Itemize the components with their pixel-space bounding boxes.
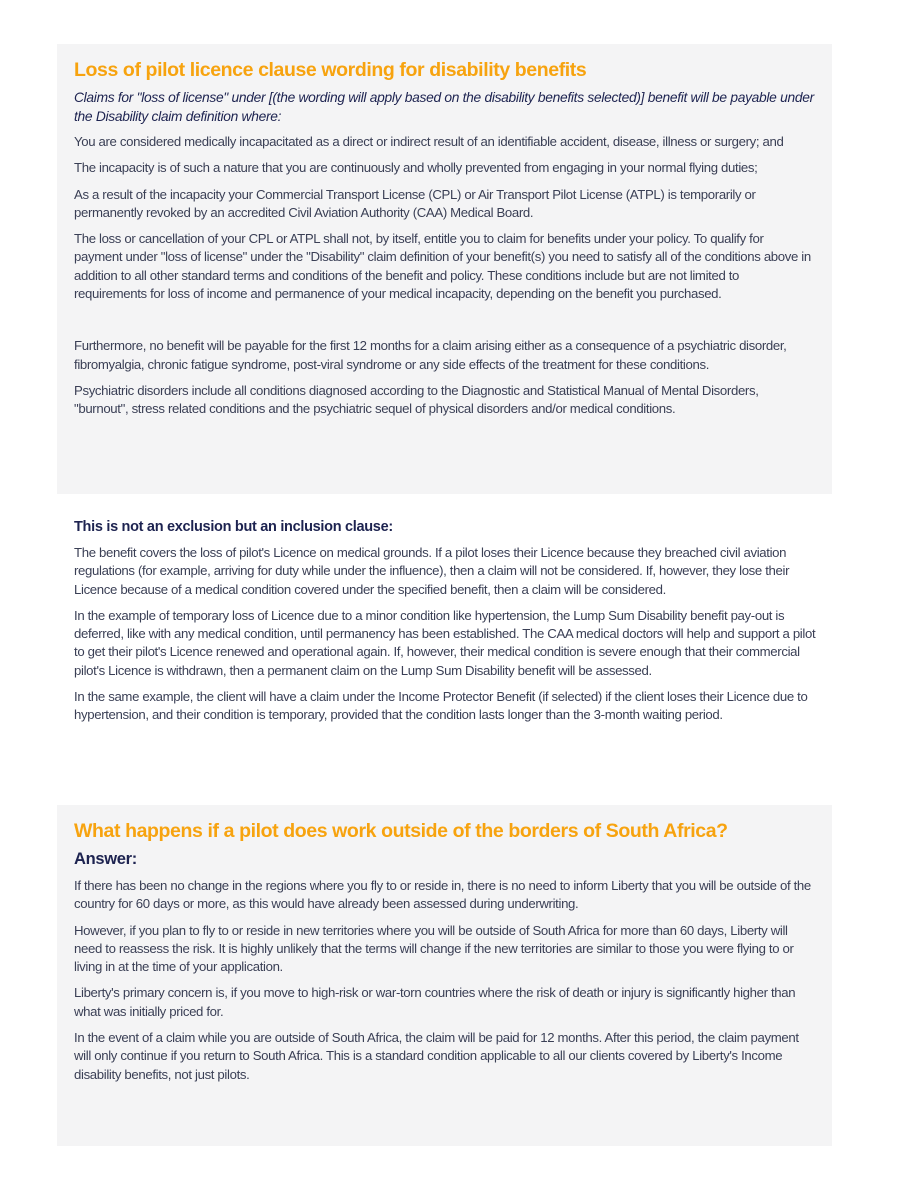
work-outside-sa-panel [57, 805, 832, 1146]
answer-label: Answer: [74, 850, 137, 868]
qualification-paragraph: The loss or cancellation of your CPL or ATPL shall not, by itself, entitle you to claim for benefits under your policy. To qualify for payment under "loss of license" under the "Disability" claim definition of your benefit(s) you need to satisfy all of the conditions above in addition to all other standard terms and conditions of the benefit and policy. These conditions include but are not limited to requirements for loss of income and permanence of your medical incapacity, depending on the benefit you purchased. [74, 231, 811, 302]
condition-paragraph: The incapacity is of such a nature that you are continuously and wholly prevented from engaging in your normal flying duties; [74, 160, 758, 176]
condition-paragraph: You are considered medically incapacitated as a direct or indirect result of an identifiable accident, disease, illness or surgery; and [74, 134, 784, 149]
section-title-loss-of-licence: Loss of pilot licence clause wording for disability benefits [74, 59, 587, 81]
section-title-work-outside-sa: What happens if a pilot does work outside of the borders of South Africa? [74, 820, 728, 842]
answer-paragraph: Liberty's primary concern is, if you move to high-risk or war-torn countries where the risk of death or injury is significantly higher than what was initially priced for. [74, 985, 796, 1019]
inclusion-clause-heading: This is not an exclusion but an inclusion clause: [74, 519, 393, 535]
psychiatric-definition-paragraph: Psychiatric disorders include all conditions diagnosed according to the Diagnostic and Statistical Manual of Mental Disorders, "burnout", stress related conditions and the psychiatric sequel of physical disorders and/or medical conditions. [74, 382, 759, 417]
answer-paragraph: If there has been no change in the regions where you fly to or reside in, there is no need to inform Liberty that you will be outside of the country for 60 days or more, as this would have already been assessed during underwriting. [74, 878, 811, 912]
loss-of-licence-clause-panel [57, 44, 832, 494]
answer-paragraph: In the event of a claim while you are outside of South Africa, the claim will be paid for 12 months. After this period, the claim payment will only continue if you return to South Africa. This is a standard condition applicable to all our clients covered by Liberty's Income disability benefits, not just pilots. [74, 1030, 799, 1082]
inclusion-paragraph: The benefit covers the loss of pilot's Licence on medical grounds. If a pilot loses their Licence because they breached civil aviation regulations (for example, arriving for duty while under the influence), then a claim will not be considered. If, however, they lose their Licence because of a medical condition covered under the specified benefit, then a claim will be considered. [74, 545, 790, 597]
inclusion-paragraph: In the same example, the client will have a claim under the Income Protector Benefit (if selected) if the client loses their Licence due to hypertension, and their condition is temporary, provided that the condition lasts longer than the 3-month waiting period. [74, 689, 808, 723]
waiting-period-paragraph: Furthermore, no benefit will be payable for the first 12 months for a claim arising either as a consequence of a psychiatric disorder, fibromyalgia, chronic fatigue syndrome, post-viral syndrome or any side effects of the treatment for these conditions. [74, 338, 787, 372]
spacer [74, 311, 814, 337]
inclusion-paragraph: In the example of temporary loss of Licence due to a minor condition like hypertension, the Lump Sum Disability benefit pay-out is deferred, like with any medical condition, until permanency has been established. The CAA medical doctors will help and support a pilot to get their pilot's Licence renewed and operational again. If, however, their medical condition is severe enough that their commercial pilot's Licence is withdrawn, then a permanent claim on the Lump Sum Disability benefit will be assessed. [74, 607, 816, 678]
condition-paragraph: As a result of the incapacity your Commercial Transport License (CPL) or Air Transport Pilot License (ATPL) is temporarily or permanently revoked by an accredited Civil Aviation Authority (CAA) Medical Board. [74, 186, 756, 220]
answer-paragraph: However, if you plan to fly to or reside in new territories where you will be outside of South Africa for more than 60 days, Liberty will need to reassess the risk. It is highly unlikely that the terms will change if the new territories are similar to those you were flying to or living in at the time of your application. [74, 922, 794, 975]
claims-definition-lead: Claims for "loss of license" under [(the wording will apply based on the disability benefits selected)] benefit will be payable under the Disability claim definition where: [74, 90, 814, 124]
inclusion-clause-section [74, 518, 819, 733]
